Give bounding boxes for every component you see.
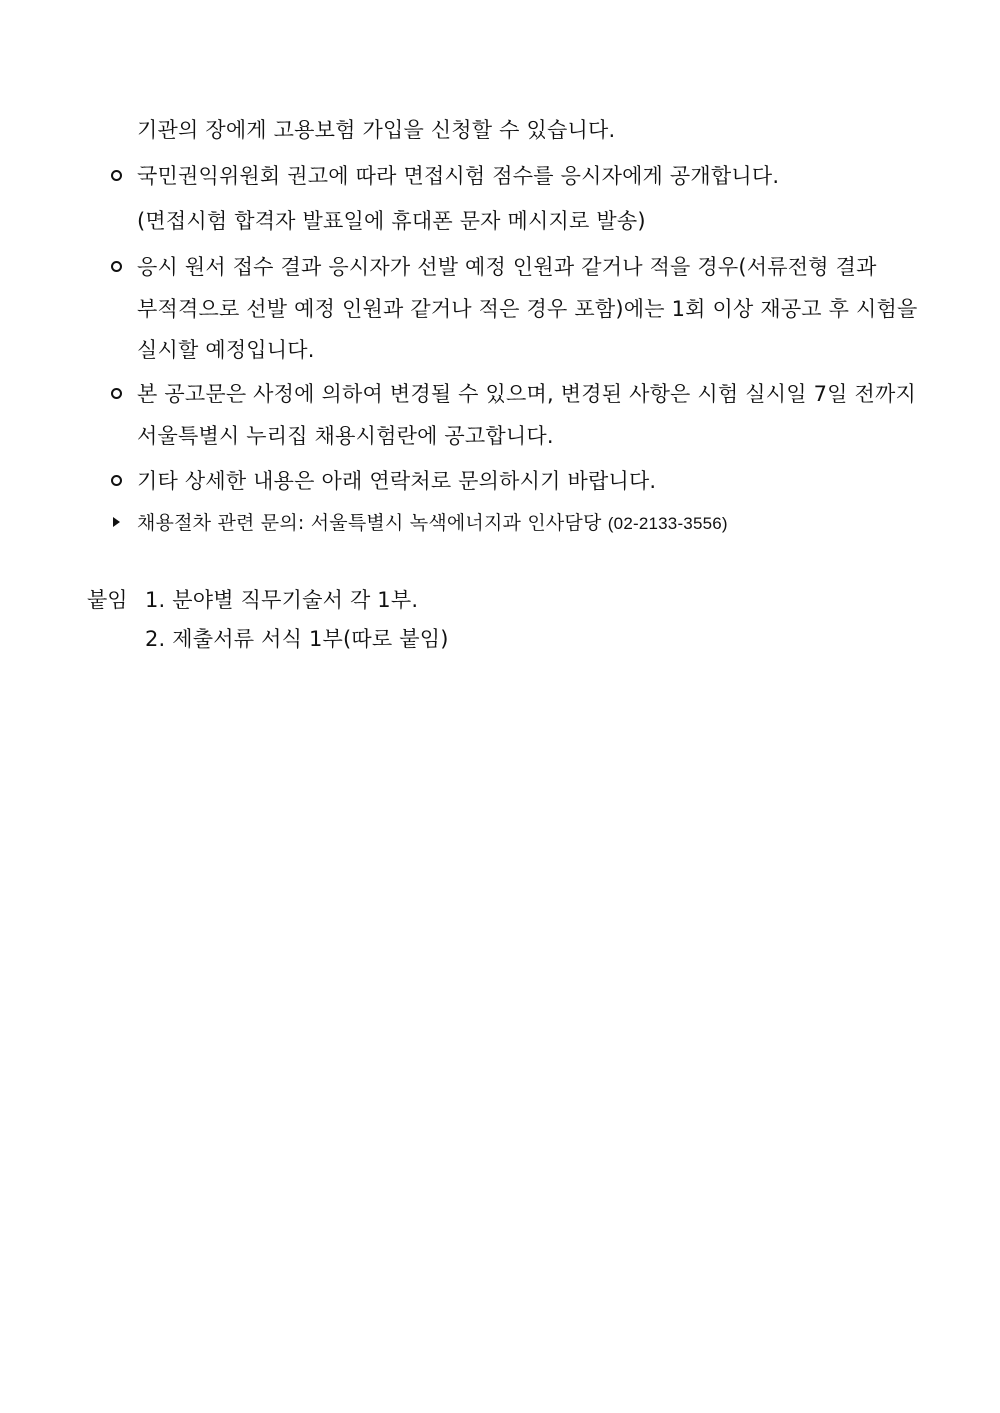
paragraph-re-announcement-line1: 응시 원서 접수 결과 응시자가 선발 예정 인원과 같거나 적을 경우(서류전형 결과 [137,255,877,279]
paragraph-re-announcement-line3: 실시할 예정입니다. [137,338,315,362]
circle-bullet-icon [111,261,122,272]
paragraph-continuation: 기관의 장에게 고용보험 가입을 신청할 수 있습니다. [137,118,616,142]
circle-bullet-icon [111,475,122,486]
contact-label: 채용절차 관련 문의: 서울특별시 녹색에너지과 인사담당 [137,512,602,534]
paragraph-score-disclosure: 국민권익위원회 권고에 따라 면접시험 점수를 응시자에게 공개합니다. [137,164,780,188]
paragraph-change-notice-line2: 서울특별시 누리집 채용시험란에 공고합니다. [137,424,554,448]
contact-line [137,510,728,537]
paragraph-score-disclosure-note: (면접시험 합격자 발표일에 휴대폰 문자 메시지로 발송) [137,209,646,233]
paragraph-change-notice-line1: 본 공고문은 사정에 의하여 변경될 수 있으며, 변경된 사항은 시험 실시일 7일 전까지 [137,382,916,406]
circle-bullet-icon [111,388,122,399]
triangle-bullet-icon [113,517,120,527]
attachment-item: 2. 제출서류 서식 1부(따로 붙임) [145,627,449,651]
paragraph-contact-intro: 기타 상세한 내용은 아래 연락처로 문의하시기 바랍니다. [137,469,657,493]
attachment-label: 붙임 [87,588,128,612]
attachment-item: 1. 분야별 직무기술서 각 1부. [145,588,419,612]
paragraph-re-announcement-line2: 부적격으로 선발 예정 인원과 같거나 적은 경우 포함)에는 1회 이상 재공고 후 시험을 [137,297,918,321]
circle-bullet-icon [111,170,122,181]
contact-phone: (02-2133-3556) [607,514,728,533]
